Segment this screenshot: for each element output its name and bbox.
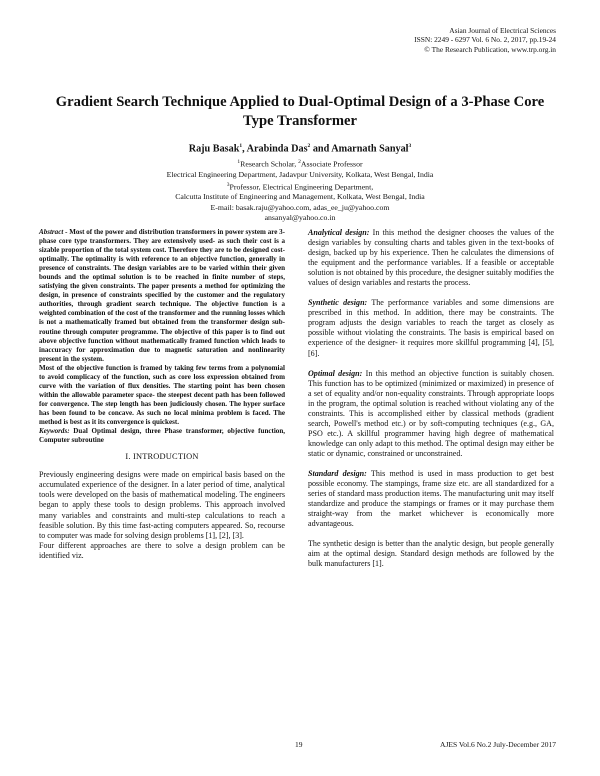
analytical-design-paragraph: Analytical design: In this method the designer chooses the values of the design variables by consulting charts and tables given in the text-books of design, backed up by his experience. Then he calculates the dimensions of the equipment and the performance variables. If a feasible or acceptable solution is not obtained by this procedure, the designer suitably modifies the values of design variables and restarts the process.	[308, 228, 554, 288]
journal-publisher: © The Research Publication, www.trp.org.in	[424, 44, 556, 54]
affiliation-line-3: $^3$Professor, Electrical Engineering Department,	[226, 181, 374, 192]
abstract-paragraph-1: Abstract - Most of the power and distribution transformers in power system are 3-phase core type transformers. They are extensively used- as such their cost is a sizable proportion of the total system cost. Therefore they are to be designed cost-optimally. The optimality is with reference to an objective function, generally in presence of constraints. The design variables are to be varied within their given bounds and the optimal solution is to be reached in finite number of steps, satisfying the given constraints. The paper presents a method for optimizing the design, in presence of constraints specified by the customer and the regulatory authorities, through gradient search technique. The objective function is a weighted combination of the cost of the transformer and the running losses which is not a mathematically framed but obtained from the transformer design sub-routine through computer programme. The objective of this paper is to find out above objective function without mathematically framed function which leads to inaccuracy for approximation due to magnetic saturation and nonlinearity present in the system.	[39, 228, 286, 363]
email-line-2: ansanyal@yahoo.co.in	[264, 212, 336, 222]
keywords: Keywords: Dual Optimal design, three Phase transformer, objective function, Computer subroutine	[39, 427, 285, 445]
intro-paragraph-2: Four different approaches are there to solve a design problem can be identified viz.	[39, 540, 285, 560]
paper-title: Gradient Search Technique Applied to Dual-Optimal Design of a 3-Phase Core Type Transformer	[55, 94, 545, 129]
affiliation-line-4: Calcutta Institute of Engineering and Management, Kolkata, West Bengal, India	[175, 192, 425, 202]
section-heading-introduction: I. INTRODUCTION	[125, 452, 199, 462]
keywords-label: Keywords:	[39, 427, 70, 436]
abstract-label: Abstract -	[39, 228, 68, 236]
author-2: Arabinda Das	[246, 143, 308, 155]
journal-header	[414, 26, 556, 54]
journal-issn: ISSN: 2249 - 6297 Vol. 6 No. 2, 2017, pp.19-24	[414, 35, 556, 45]
affiliations	[40, 157, 560, 223]
email-line: E-mail: basak.raju@yahoo.com, adas_ee_ju@yahoo.com	[210, 202, 390, 212]
author-3: Amarnath Sanyal	[331, 143, 409, 155]
journal-name: Asian Journal of Electrical Sciences	[449, 26, 556, 35]
footer-journal: AJES Vol.6 No.2 July-December 2017	[440, 740, 556, 749]
closing-paragraph: The synthetic design is better than the analytic design, but people generally aim at the optimal design. Standard design methods are followed by the bulk manufacturers [1].	[308, 539, 554, 569]
intro-paragraph-1: Previously engineering designs were made on empirical basis based on the accumulated experience of the designer. In a later period of time, analytical tools were developed on the basis of mathematical modeling. The engineers began to apply these tools to design problems. This approach involved many variables and constraints and multi-step calculations to reach a feasible solution. By this time fast-acting computers appeared. So, recourse to computer was made for solving design problems [1], [2], [3].	[39, 470, 285, 540]
page-number: 19	[295, 740, 303, 749]
author-list: Raju Basak$^1$, Arabinda Das$^2$ and Amarnath Sanyal$^3$	[188, 143, 412, 155]
affiliation-line-2: Electrical Engineering Department, Jadavpur University, Kolkata, West Bengal, India	[166, 169, 434, 179]
affiliation-line-1: $^1$Research Scholar, $^2$Associate Professor	[237, 159, 363, 169]
synthetic-design-paragraph: Synthetic design: The performance variables and some dimensions are prescribed in this method. In addition, there may be constraints. The program adjusts the design variables to reach the target as closely as possible without violating the constraints. The basis is empirical based on experience of the designer- it requires more skillful programming [4], [5], [6].	[308, 298, 554, 358]
author-1: Raju Basak	[188, 143, 240, 155]
introduction-body	[39, 470, 285, 561]
abstract	[39, 228, 285, 427]
right-column	[308, 228, 554, 579]
left-column	[39, 228, 285, 561]
standard-design-paragraph: Standard design: This method is used in mass production to get best possible economy. The stampings, frame size etc. are all standardized for a series of standard mass production items. The manufacturing unit may itself standardize and produce the stampings or frames or it may purchase them straight-way from the market whichever is economically more advantageous.	[308, 468, 554, 529]
optimal-design-paragraph: Optimal design: In this method an objective function is suitably chosen. This function has to be optimized (minimized or maximized) in presence of a set of equality and/or non-equality constraints. Through appropriate loops in the program, the optimal solution is reached without violating any of the constraints. This is accomplished either by classical methods (gradient search, Powell's method etc.) or by soft-computing techniques (e.g., GA, PSO etc.). A skillful programmer having high degree of mathematical knowledge can only adapt to this method. The optimal design may either be static or dynamic, constrained or unconstrained.	[308, 368, 554, 458]
abstract-paragraph-2: Most of the objective function is framed by taking few terms from a polynomial to avoid complicacy of the function, such as core loss expression obtained from curve with the variation of flux densities. The starting point has been chosen within the allowable parameter space- the steepest decent path has been followed for convergence. The step length has been judiciously chosen. The hyper surface has been found to be concave. As such no local minima problem is faced. The method is best as it its convergence is quickest.	[39, 363, 285, 426]
